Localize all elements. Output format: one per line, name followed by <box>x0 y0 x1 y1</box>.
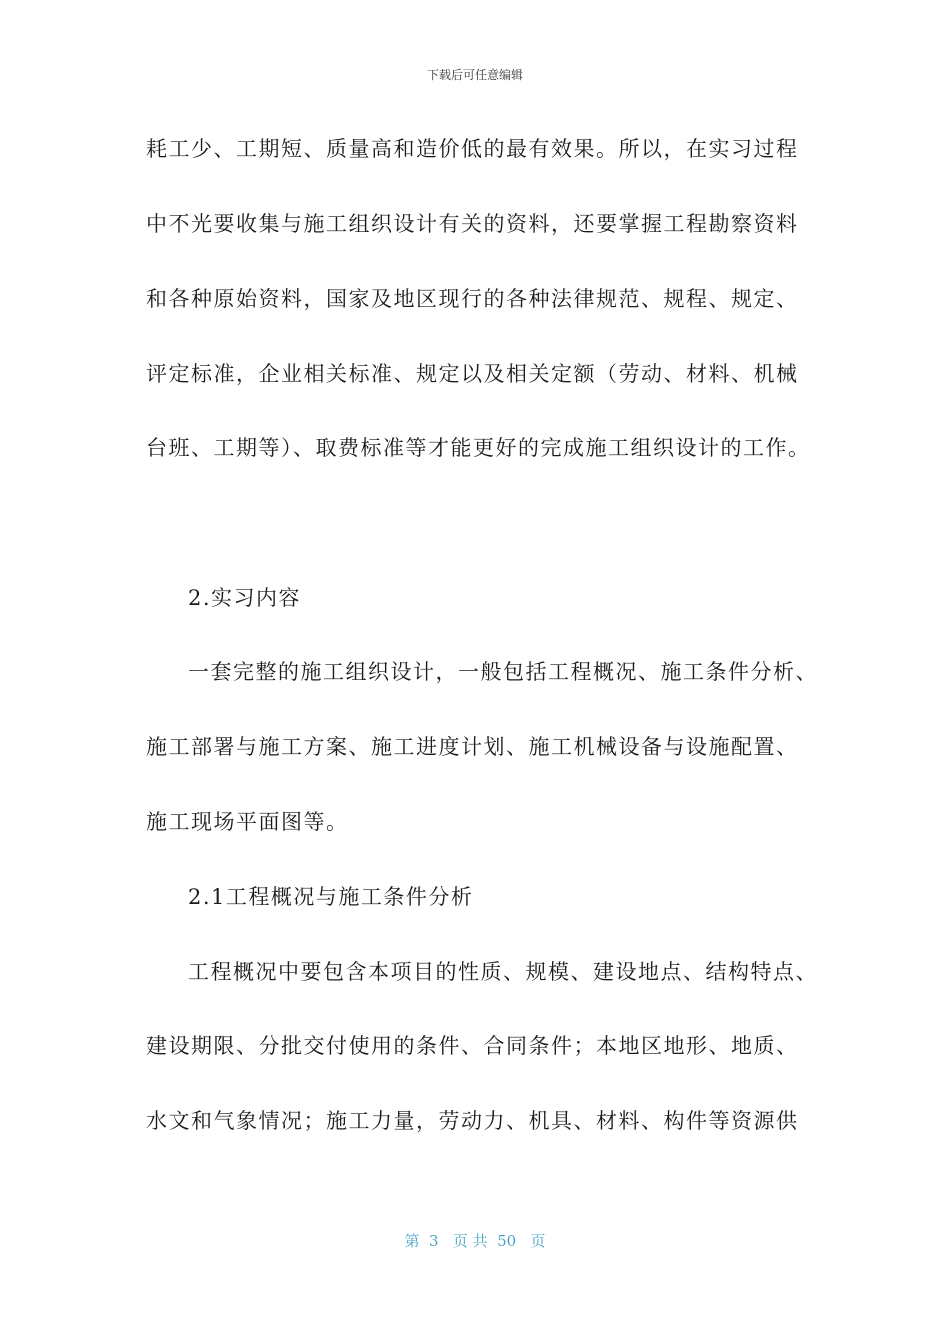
text-line: 建设期限、分批交付使用的条件、合同条件；本地区地形、地质、 <box>146 1034 799 1058</box>
text-line: 水文和气象情况；施工力量，劳动力、机具、材料、构件等资源供 <box>146 1109 799 1133</box>
text-line: 和各种原始资料，国家及地区现行的各种法律规范、规程、规定、 <box>146 287 799 311</box>
text-line: 评定标准，企业相关标准、规定以及相关定额（劳动、材料、机械 <box>146 362 799 386</box>
page-header: 下载后可任意编辑 <box>426 68 523 82</box>
text-line: 台班、工期等）、取费标准等才能更好的完成施工组织设计的工作。 <box>146 436 811 460</box>
page-footer: 第 3 页 共 50 页 <box>404 1232 546 1250</box>
subsection-heading: 2.1工程概况与施工条件分析 <box>188 885 474 909</box>
text-line: 中不光要收集与施工组织设计有关的资料，还要掌握工程勘察资料 <box>146 212 799 236</box>
text-line: 一套完整的施工组织设计，一般包括工程概况、施工条件分析、 <box>188 660 818 684</box>
text-line: 工程概况中要包含本项目的性质、规模、建设地点、结构特点、 <box>188 960 818 984</box>
text-line: 施工部署与施工方案、施工进度计划、施工机械设备与设施配置、 <box>146 735 799 759</box>
text-line: 耗工少、工期短、质量高和造价低的最有效果。所以，在实习过程 <box>146 137 799 161</box>
text-line: 施工现场平面图等。 <box>146 810 349 834</box>
section-heading: 2.实习内容 <box>188 586 302 610</box>
